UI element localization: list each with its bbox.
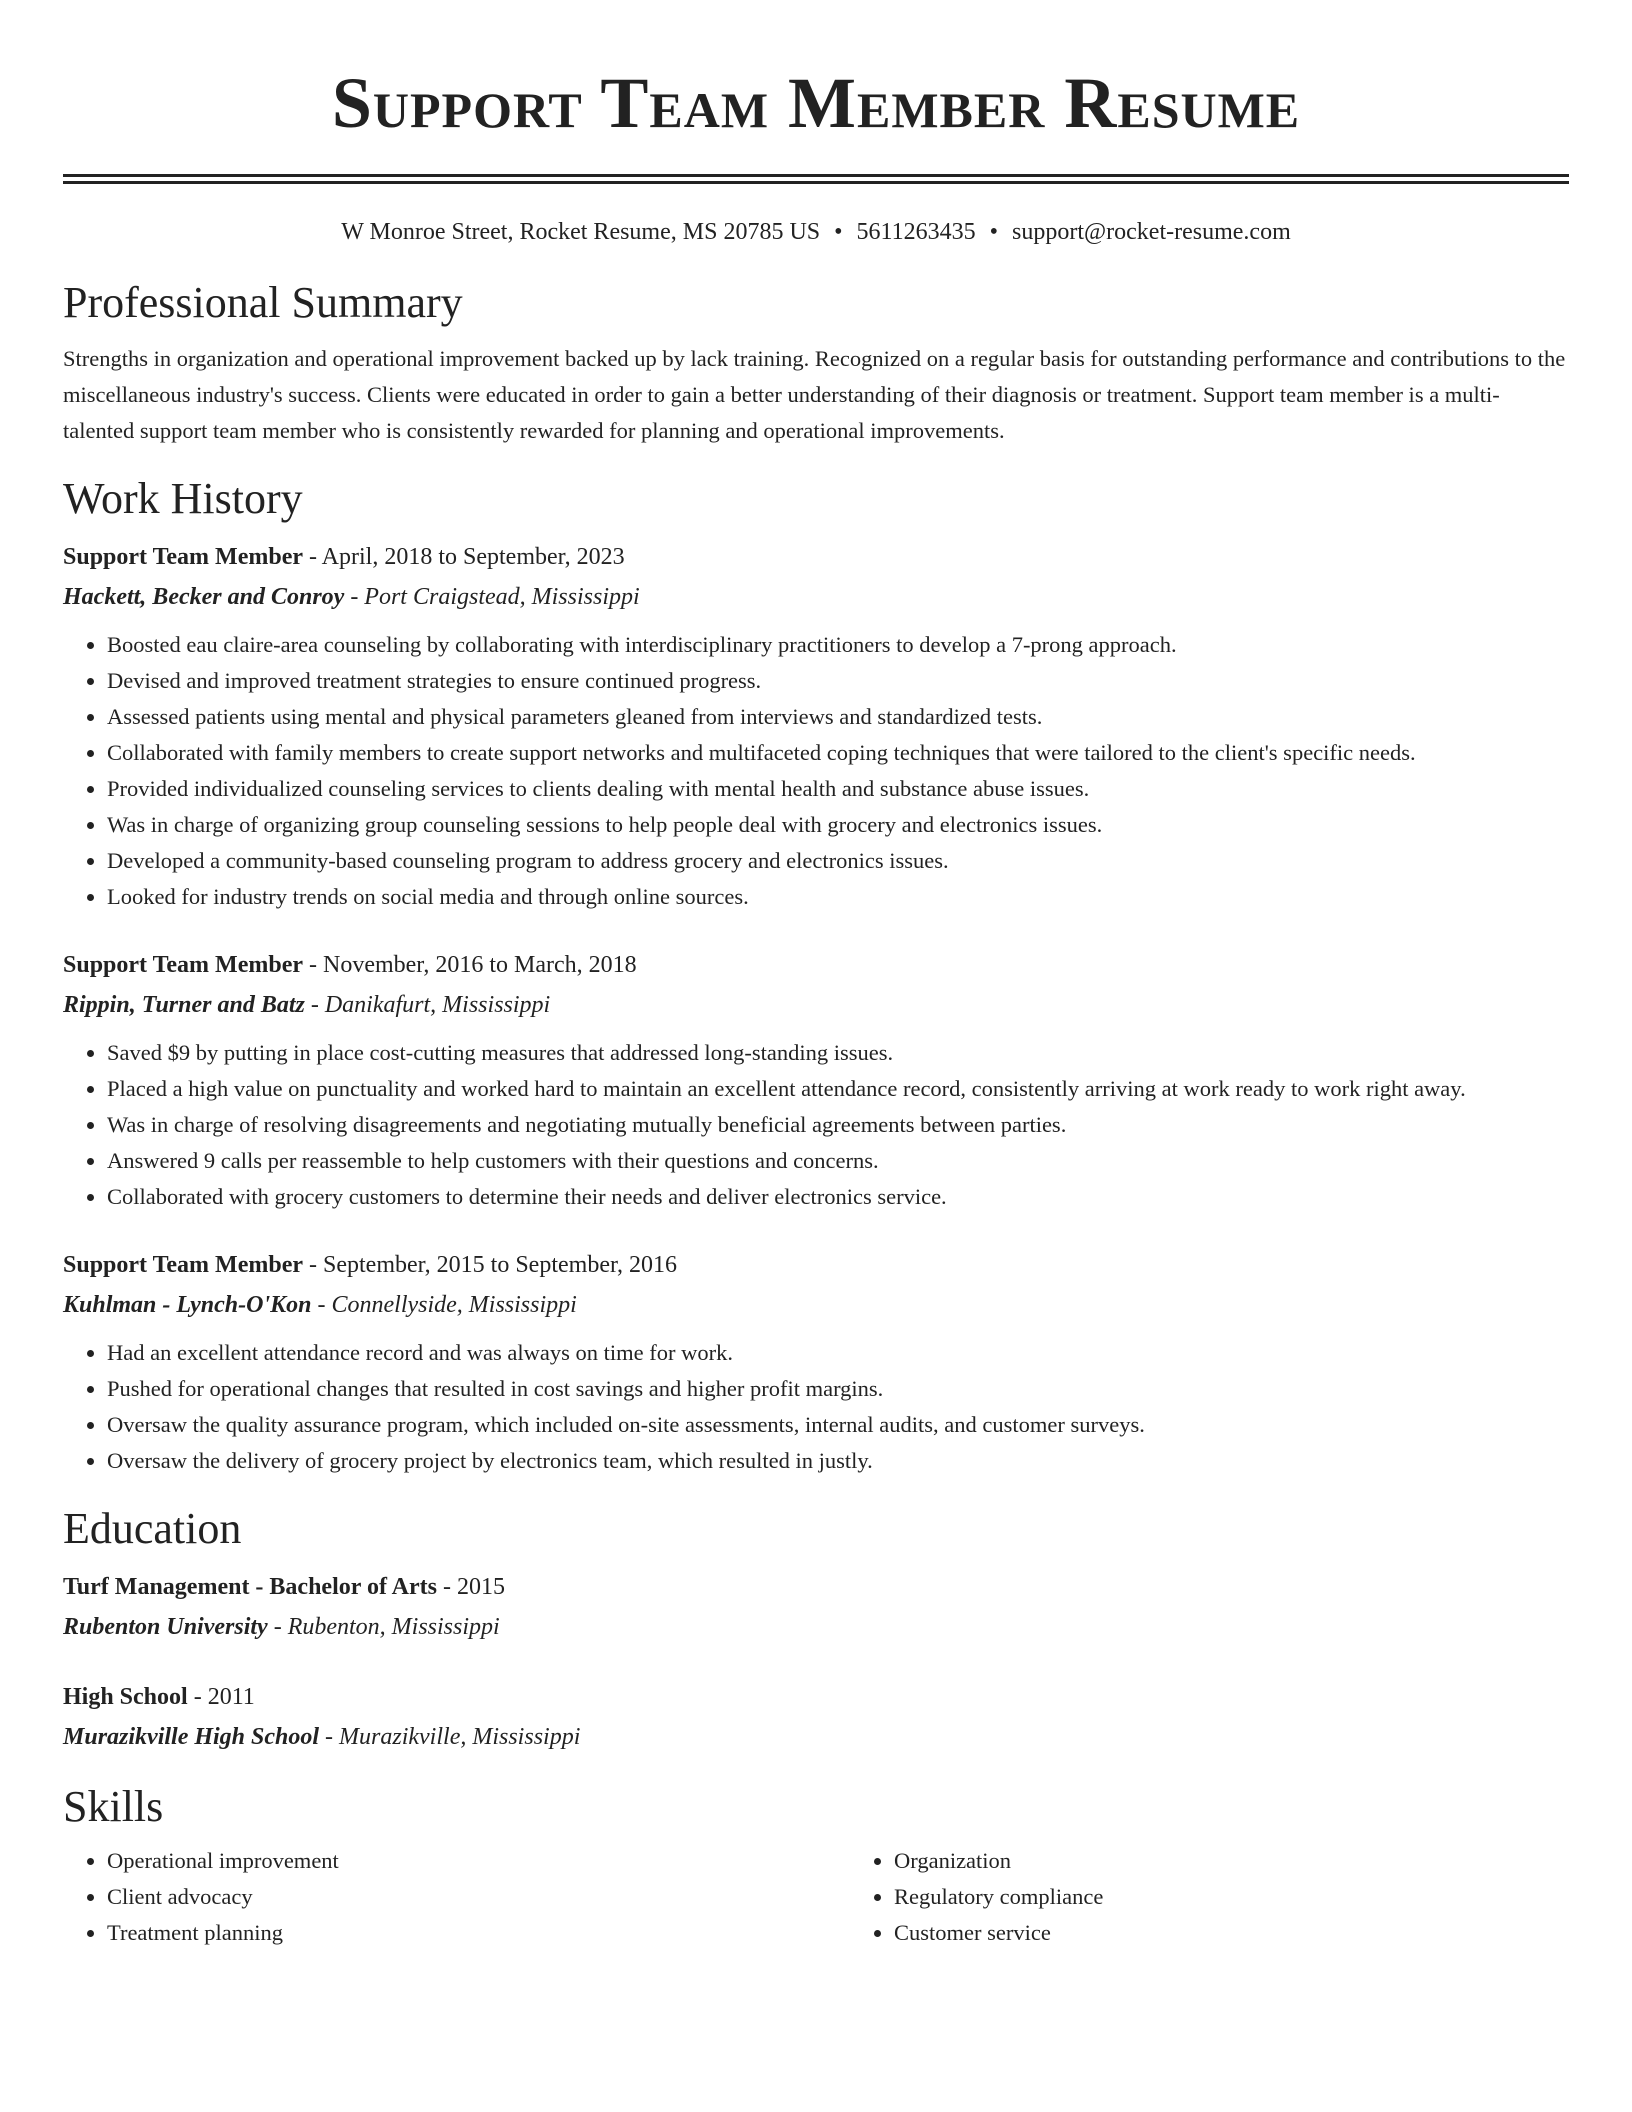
school-location: - Murazikville, Mississippi <box>319 1724 581 1750</box>
school-name: Rubenton University <box>63 1614 268 1640</box>
degree: Turf Management - Bachelor of Arts <box>63 1574 437 1600</box>
job-company: Kuhlman - Lynch-O'Kon <box>63 1292 312 1318</box>
job-dates: - November, 2016 to March, 2018 <box>303 952 637 978</box>
graduation-year: - 2015 <box>436 1574 505 1600</box>
list-item: • Collaborated with family members to create support networks and multifaceted coping techniques that were tailored to the client's specific needs. <box>107 735 1569 771</box>
list-item: • Assessed patients using mental and physical parameters gleaned from interviews and standardized tests. <box>107 699 1569 735</box>
skills-right-column <box>850 1843 1103 1951</box>
list-item: • Was in charge of organizing group counseling sessions to help people deal with grocery and electronics issues. <box>107 807 1569 843</box>
job-dates: - April, 2018 to September, 2023 <box>303 544 625 570</box>
skill-item: • Client advocacy <box>107 1879 850 1915</box>
skill-item: • Regulatory compliance <box>894 1879 1103 1915</box>
separator-dot: • <box>834 219 843 245</box>
school-location: - Rubenton, Mississippi <box>267 1614 500 1640</box>
school-line <box>63 1607 1569 1647</box>
education-heading: Education <box>63 1504 242 1553</box>
list-item: • Developed a community-based counseling program to address grocery and electronics issues. <box>107 843 1569 879</box>
job-bullets <box>63 1035 1569 1215</box>
list-item: • Provided individualized counseling services to clients dealing with mental health and substance abuse issues. <box>107 771 1569 807</box>
graduation-year: - 2011 <box>187 1684 255 1710</box>
list-item: • Had an excellent attendance record and was always on time for work. <box>107 1335 1569 1371</box>
list-item: • Was in charge of resolving disagreements and negotiating mutually beneficial agreements between parties. <box>107 1107 1569 1143</box>
list-item: • Pushed for operational changes that resulted in cost savings and higher profit margins. <box>107 1371 1569 1407</box>
skills-heading: Skills <box>63 1782 164 1831</box>
degree: High School <box>63 1684 188 1710</box>
job-dates: - September, 2015 to September, 2016 <box>303 1252 678 1278</box>
list-item: • Saved $9 by putting in place cost-cutting measures that addressed long-standing issues. <box>107 1035 1569 1071</box>
job-entry <box>63 1245 1569 1479</box>
contact-phone: 5611263435 <box>856 219 976 245</box>
list-item: • Collaborated with grocery customers to determine their needs and deliver electronics service. <box>107 1179 1569 1215</box>
job-title: Support Team Member <box>63 544 303 570</box>
list-item: • Oversaw the quality assurance program, which included on-site assessments, internal audits, and customer surveys. <box>107 1407 1569 1443</box>
page-title: Support Team Member Resume <box>331 63 1301 143</box>
list-item: • Placed a high value on punctuality and worked hard to maintain an excellent attendance record, consistently arriving at work ready to work right away. <box>107 1071 1569 1107</box>
skills-columns <box>63 1843 1569 1951</box>
job-company-line <box>63 1285 1569 1325</box>
job-location: - Port Craigstead, Mississippi <box>344 584 640 610</box>
separator-dot: • <box>989 219 999 245</box>
job-title-line <box>63 537 1569 577</box>
degree-line <box>63 1567 1569 1607</box>
skill-item: • Operational improvement <box>107 1843 850 1879</box>
skill-item: • Customer service <box>894 1915 1103 1951</box>
list-item: • Answered 9 calls per reassemble to help customers with their questions and concerns. <box>107 1143 1569 1179</box>
job-title: Support Team Member <box>63 952 303 978</box>
list-item: • Oversaw the delivery of grocery project by electronics team, which resulted in justly. <box>107 1443 1569 1479</box>
education-entry <box>63 1567 1569 1647</box>
job-bullets <box>63 1335 1569 1479</box>
job-entry <box>63 945 1569 1215</box>
summary-heading: Professional Summary <box>63 278 463 327</box>
job-company-line <box>63 577 1569 617</box>
school-name: Murazikville High School <box>63 1724 320 1750</box>
contact-email: support@rocket-resume.com <box>1012 219 1291 245</box>
job-company: Hackett, Becker and Conroy <box>63 584 345 610</box>
school-line <box>63 1717 1569 1757</box>
contact-line <box>63 217 1569 247</box>
degree-line <box>63 1677 1569 1717</box>
job-location: - Danikafurt, Mississippi <box>304 992 551 1018</box>
education-entry <box>63 1677 1569 1757</box>
job-title: Support Team Member <box>63 1252 303 1278</box>
list-item: • Boosted eau claire-area counseling by collaborating with interdisciplinary practitioners to develop a 7-prong approach. <box>107 627 1569 663</box>
job-entry <box>63 537 1569 915</box>
job-bullets <box>63 627 1569 915</box>
job-location: - Connellyside, Mississippi <box>311 1292 577 1318</box>
contact-address: W Monroe Street, Rocket Resume, MS 20785 US <box>341 219 821 245</box>
list-item: • Looked for industry trends on social media and through online sources. <box>107 879 1569 915</box>
summary-text: Strengths in organization and operational improvement backed up by lack training. Recognized on a regular basis for outstanding performance and contributions to the miscellaneous industry's success. Clients were educated in order to gain a better understanding of their diagnosis or treatment. Support team member is a multi-talented support team member who is consistently rewarded for planning and operational improvements. <box>63 346 1566 443</box>
title-divider <box>63 174 1569 184</box>
list-item: • Devised and improved treatment strategies to ensure continued progress. <box>107 663 1569 699</box>
skill-item: • Organization <box>894 1843 1103 1879</box>
job-title-line <box>63 1245 1569 1285</box>
job-company-line <box>63 985 1569 1025</box>
job-title-line <box>63 945 1569 985</box>
job-company: Rippin, Turner and Batz <box>63 992 305 1018</box>
skills-left-column <box>63 1843 850 1951</box>
skill-item: • Treatment planning <box>107 1915 850 1951</box>
work-history-heading: Work History <box>63 474 303 523</box>
